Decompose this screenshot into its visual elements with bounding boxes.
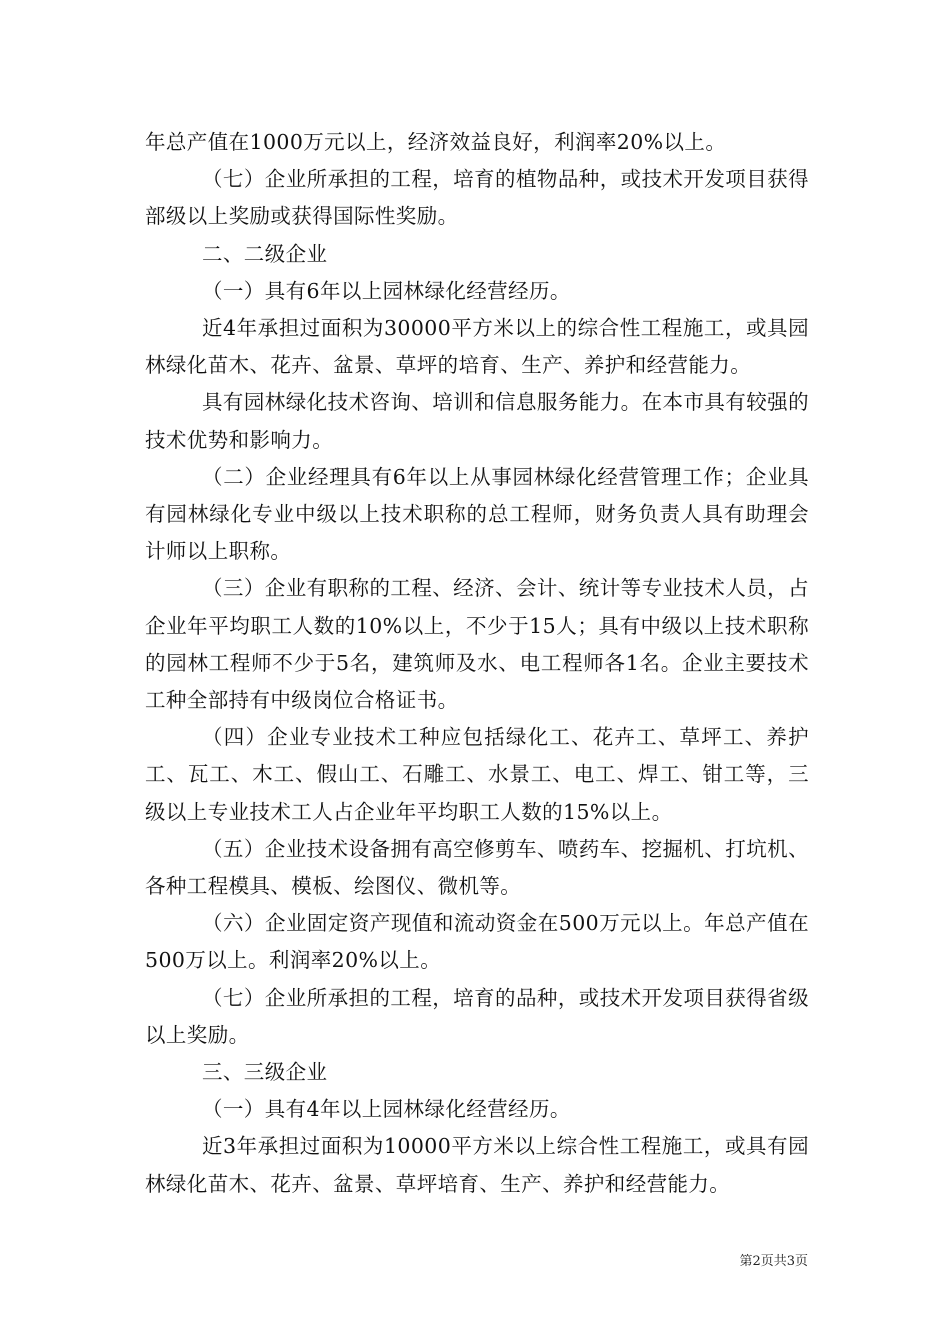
paragraph: （六）企业固定资产现值和流动资金在500万元以上。年总产值在500万以上。利润率20%以上。 (145, 911, 809, 973)
paragraph: 年总产值在1000万元以上，经济效益良好，利润率20%以上。 (145, 130, 727, 154)
paragraph: 具有园林绿化技术咨询、培训和信息服务能力。在本市具有较强的技术优势和影响力。 (145, 390, 809, 452)
paragraph: （四）企业专业技术工种应包括绿化工、花卉工、草坪工、养护工、瓦工、木工、假山工、石雕工、水景工、电工、焊工、钳工等，三级以上专业技术工人占企业年平均职工人数的15%以上。 (145, 725, 809, 824)
paragraph: （七）企业所承担的工程，培育的植物品种，或技术开发项目获得部级以上奖励或获得国际性奖励。 (145, 167, 809, 229)
document-body (145, 124, 809, 1203)
paragraph: 近3年承担过面积为10000平方米以上综合性工程施工，或具有园林绿化苗木、花卉、盆景、草坪培育、生产、养护和经营能力。 (145, 1134, 809, 1196)
section-heading: 二、二级企业 (202, 241, 328, 266)
section-heading: 三、三级企业 (202, 1060, 328, 1085)
paragraph: （三）企业有职称的工程、经济、会计、统计等专业技术人员，占企业年平均职工人数的10%以上，不少于15人；具有中级以上技术职称的园林工程师不少于5名，建筑师及水、电工程师各1名。企业主要技术工种全部持有中级岗位合格证书。 (145, 576, 809, 713)
paragraph: （七）企业所承担的工程，培育的品种，或技术开发项目获得省级以上奖励。 (145, 985, 809, 1047)
paragraph: 近4年承担过面积为30000平方米以上的综合性工程施工，或具园林绿化苗木、花卉、盆景、草坪的培育、生产、养护和经营能力。 (145, 316, 809, 378)
paragraph: （二）企业经理具有6年以上从事园林绿化经营管理工作；企业具有园林绿化专业中级以上技术职称的总工程师，财务负责人具有助理会计师以上职称。 (145, 464, 809, 564)
paragraph: （五）企业技术设备拥有高空修剪车、喷药车、挖掘机、打坑机、各种工程模具、模板、绘图仪、微机等。 (145, 836, 809, 899)
paragraph: （一）具有4年以上园林绿化经营经历。 (202, 1097, 571, 1122)
paragraph: （一）具有6年以上园林绿化经营经历。 (202, 278, 571, 303)
page-number: 第2页共3页 (739, 1254, 808, 1269)
